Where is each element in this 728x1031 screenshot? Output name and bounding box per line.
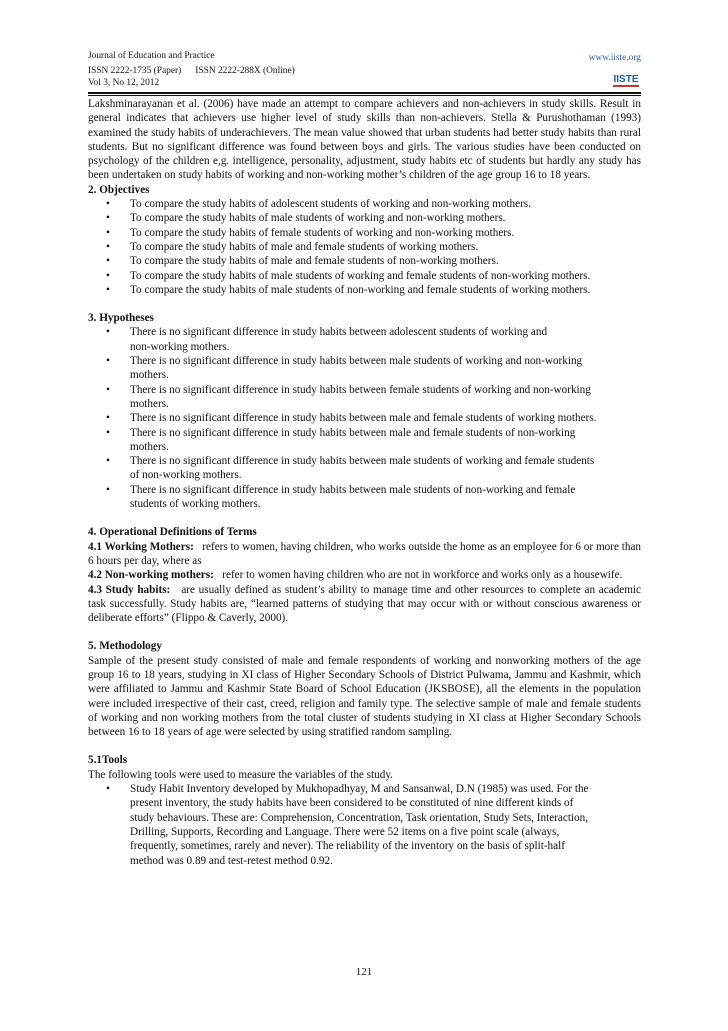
- header-rule-thin: [88, 95, 641, 96]
- list-item: • There is no significant difference in study habits between female students of working and non-working mothers.: [106, 383, 591, 410]
- list-item: • To compare the study habits of male and female students of non-working mothers.: [106, 255, 499, 268]
- list-item: • To compare the study habits of male students of working and female students of non-working mothers.: [106, 269, 591, 282]
- definitions-heading: 4. Operational Definitions of Terms: [88, 526, 257, 539]
- journal-name: Journal of Education and Practice: [88, 51, 215, 61]
- list-item: • There is no significant difference in study habits between adolescent students of working and non-working mothers.: [106, 326, 548, 353]
- list-item: • There is no significant difference in study habits between male and female students of non-working mothers.: [106, 426, 576, 453]
- journal-url-link[interactable]: www.iiste.org: [588, 53, 641, 63]
- tools-intro: The following tools were used to measure the variables of the study.: [88, 768, 393, 781]
- page-number: 121: [355, 966, 373, 978]
- list-item: • There is no significant difference in study habits between male students of non-working and female students of working mothers.: [106, 483, 576, 511]
- running-header: [88, 0, 641, 104]
- list-item: • To compare the study habits of adolescent students of working and non-working mothers.: [106, 198, 531, 211]
- list-item: • There is no significant difference in study habits between male students of working and non-working mothers.: [106, 355, 583, 382]
- tools-heading: 5.1Tools: [88, 754, 128, 767]
- definition-study-habits: 4.3 Study habits: are usually defined as student’s ability to manage time and other resources to complete an academic task successfully. Study habits are, “learned patterns of studying that may occur with or without conscious awareness or deliberate efforts” (Flippo & Caverly, 2000).: [88, 583, 641, 625]
- list-item: • To compare the study habits of female students of working and non-working mothers.: [106, 226, 515, 239]
- article-body: [88, 97, 641, 868]
- list-item: • To compare the study habits of male students of non-working and female students of working mothers.: [106, 283, 591, 296]
- intro-paragraph: Lakshminarayanan et al. (2006) have made an attempt to compare achievers and non-achievers in study skills. Result in general indicates that achievers use higher level of study skills than non-achievers. Stella & Purushothaman (1993) examined the study habits of underachievers. The mean value showed that urban students had better study habits than rural students. But no significant difference was found between boys and girls. The various studies have been conducted on psychology of the children e,g. intelligence, personality, adjustment, study habits etc of students but hardly any study has been undertaken on study habits of working and non-working mother’s children of the age group 16 to 18 years.: [88, 98, 641, 182]
- list-item: • Study Habit Inventory developed by Mukhopadhyay, M and Sansanwal, D.N (1985) was used. For the present inventory, the study habits have been considered to be constituted of nine different kinds of study behaviours. These are: Comprehension, Concentration, Task orientation, Study Sets, Interaction, Drilling, Supports, Recording and Language. There were 52 items on a five point scale (always, frequently, sometimes, rarely and never). The reliability of the inventory on the basis of split-half method was 0.89 and test-retest method 0.92.: [106, 783, 589, 867]
- methodology-paragraph: Sample of the present study consisted of male and female respondents of working and nonworking mothers of the age group 16 to 18 years, studying in XI class of Higher Secondary Schools of District Pulwama, Jammu and Kashmir, which were affiliated to Jammu and Kashmir State Board of School Education (JKSBOSE), all the elements in the population were included irrespective of their cast, creed, religion and family type. The selective sample of male and female students of working and non working mothers from the total cluster of students studying in XI class at Higher Secondary Schools between 16 to 18 years of age were selected by using stratified random sampling.: [88, 654, 641, 739]
- tools-list: [88, 782, 641, 868]
- hypotheses-heading: 3. Hypotheses: [88, 312, 154, 325]
- header-rule-thick: [88, 92, 641, 94]
- definition-non-working-mothers: 4.2 Non-working mothers: refer to women having children who are not in workforce and works only as a housewife.: [88, 569, 623, 582]
- list-item: • There is no significant difference in study habits between male students of working and female students of non-working mothers.: [106, 455, 595, 482]
- objectives-list: [88, 197, 641, 297]
- methodology-heading: 5. Methodology: [88, 640, 162, 653]
- volume-line: Vol 3, No 12, 2012: [88, 78, 160, 88]
- issn-line: ISSN 2222-1735 (Paper) ISSN 2222-288X (Online): [88, 66, 295, 76]
- page: [88, 0, 642, 867]
- hypotheses-list: [88, 325, 641, 511]
- svg-text:IISTE: IISTE: [613, 74, 639, 85]
- definition-working-mothers: 4.1 Working Mothers: refers to women, having children, who works outside the home as an employee for 6 or more than 6 hours per day, where as: [88, 540, 642, 567]
- list-item: • To compare the study habits of male students of working and non-working mothers.: [106, 212, 506, 225]
- list-item: • To compare the study habits of male and female students of working mothers.: [106, 240, 479, 253]
- iiste-logo: [611, 66, 641, 90]
- list-item: • There is no significant difference in study habits between male and female students of working mothers.: [106, 412, 597, 425]
- objectives-heading: 2. Objectives: [88, 183, 150, 196]
